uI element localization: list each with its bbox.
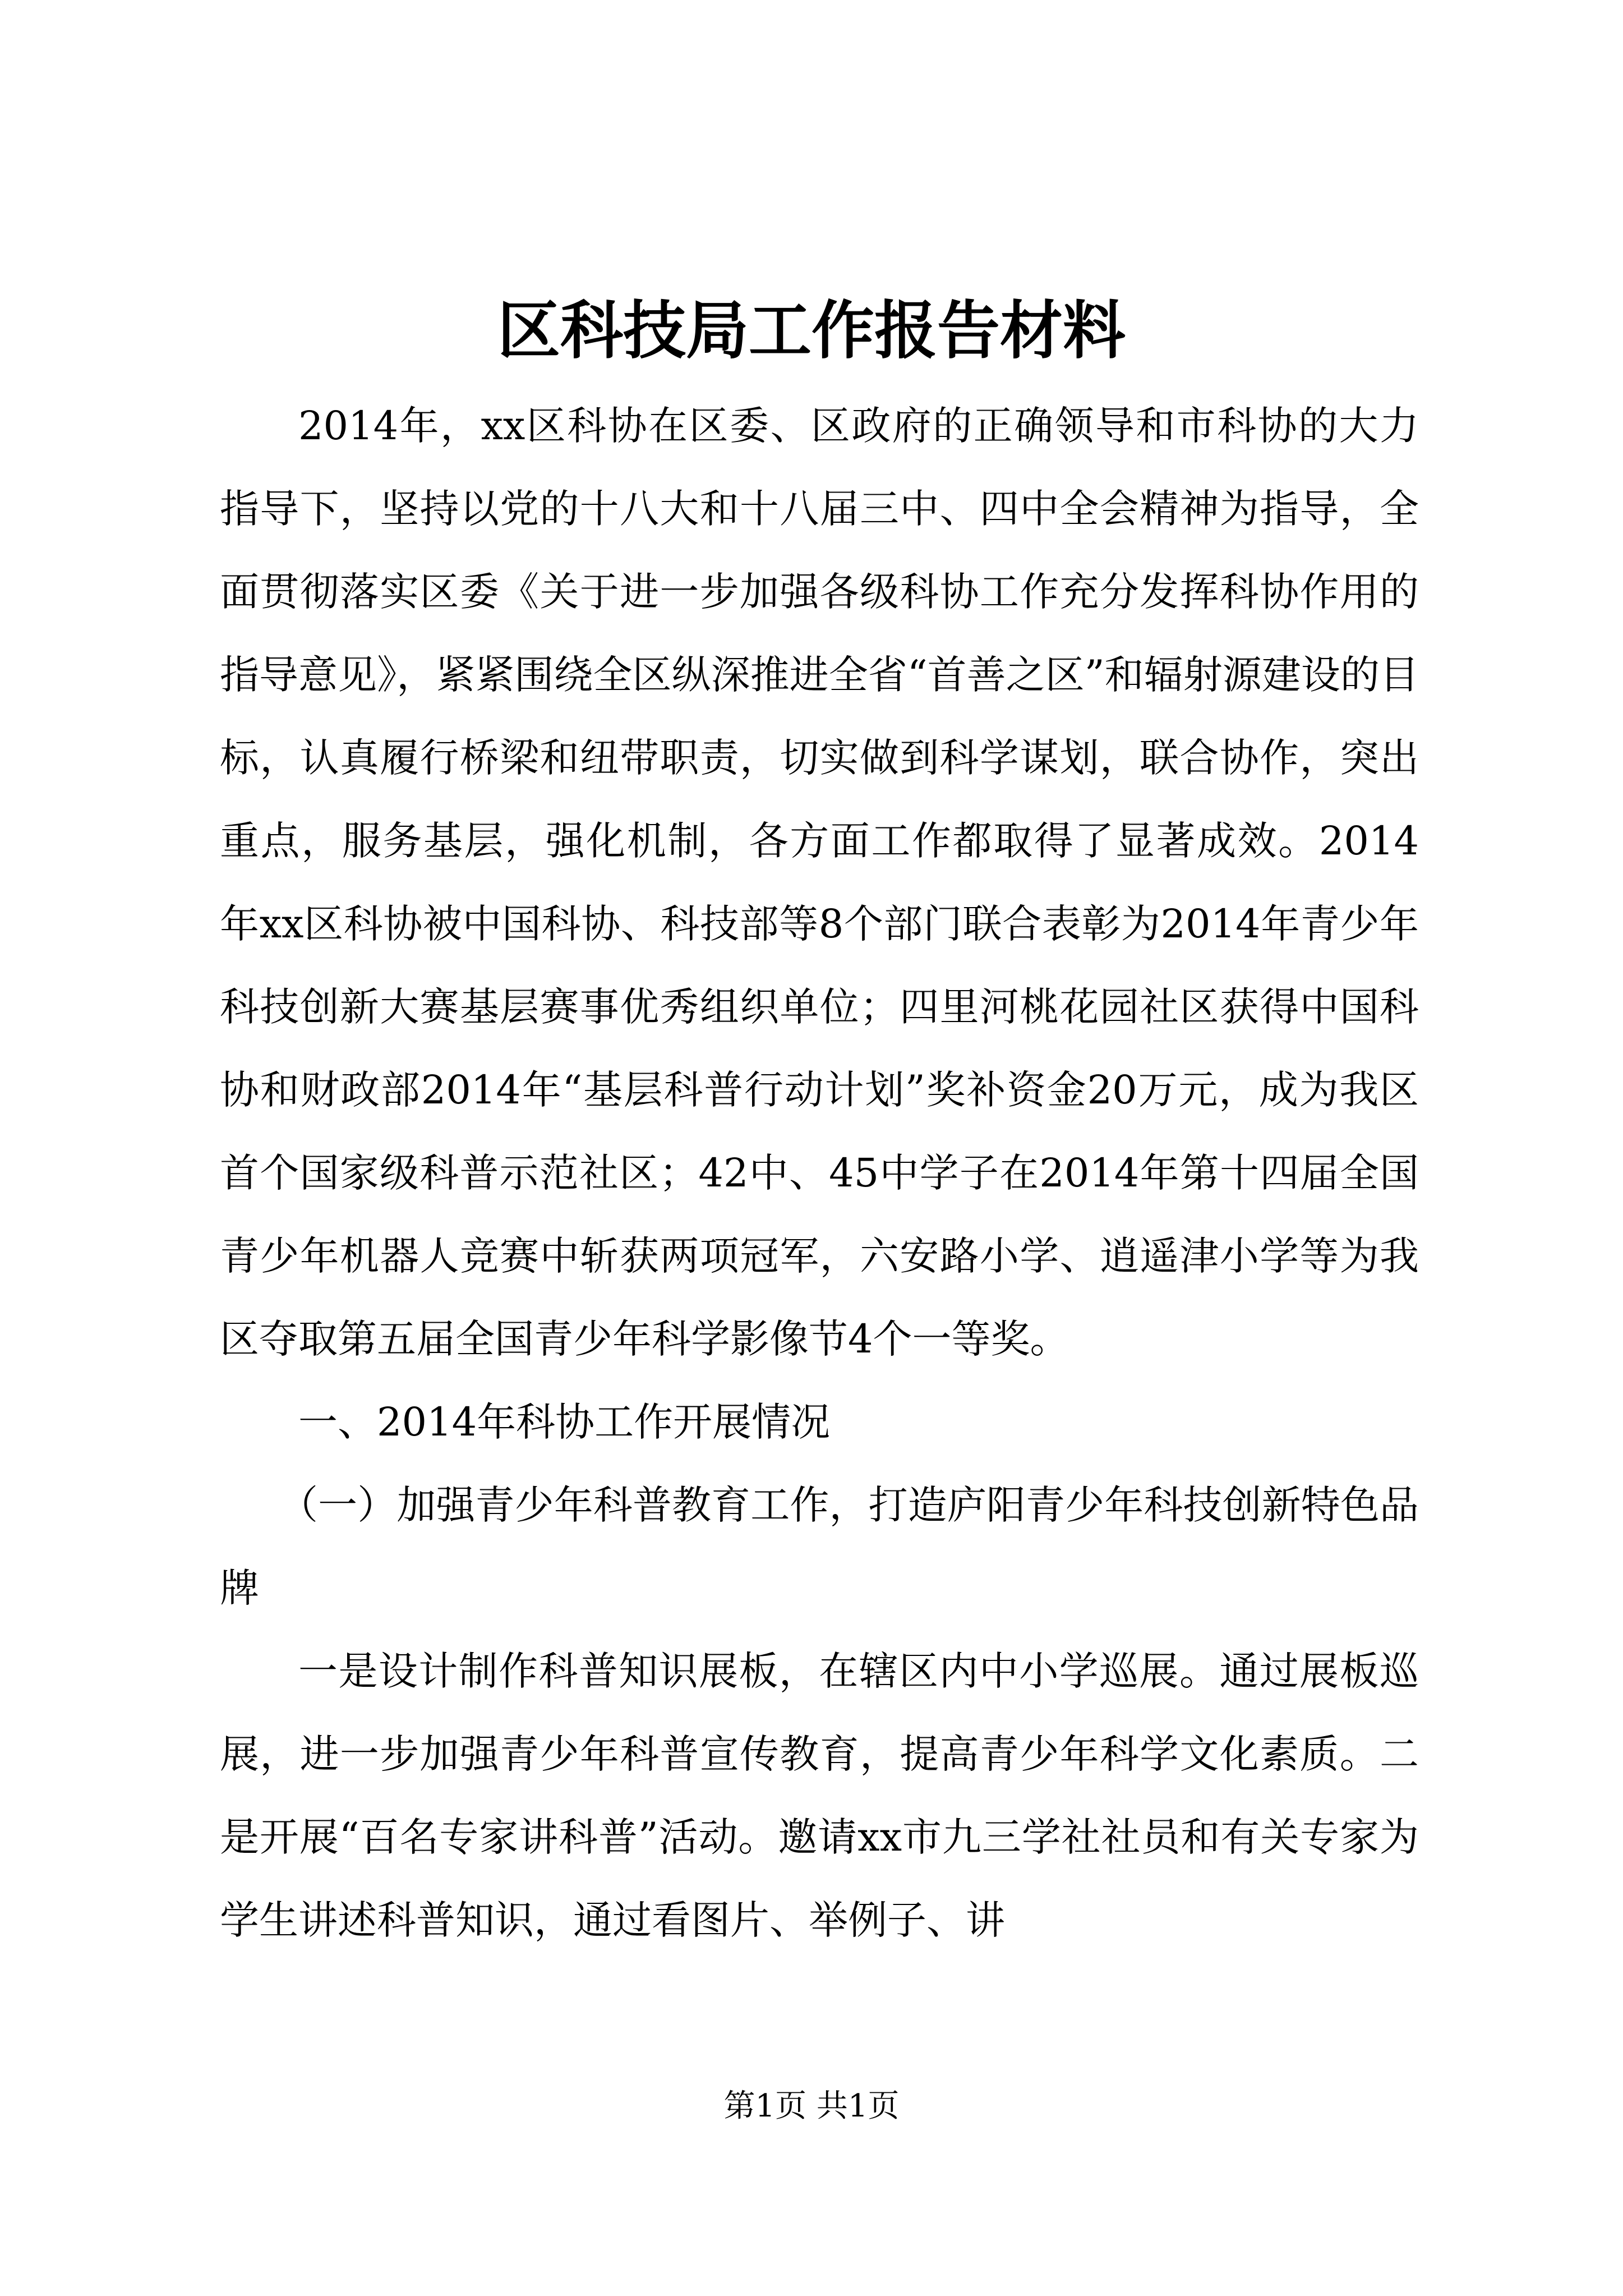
document-body <box>220 384 1419 1962</box>
subsection-heading: （一）加强青少年科普教育工作，打造庐阳青少年科技创新特色品牌 <box>220 1482 1419 1611</box>
intro-paragraph: 2014年，xx区科协在区委、区政府的正确领导和市科协的大力指导下，坚持以党的十八大和十八届三中、四中全会精神为指导，全面贯彻落实区委《关于进一步加强各级科协工作充分发挥科协作用的指导意见》，紧紧围绕全区纵深推进全省“首善之区”和辐射源建设的目标，认真履行桥梁和纽带职责，切实做到科学谋划，联合协作，突出重点，服务基层，强化机制，各方面工作都取得了显著成效。2014年xx区科协被中国科协、科技部等8个部门联合表彰为2014年青少年科技创新大赛基层赛事优秀组织单位；四里河桃花园社区获得中国科协和财政部2014年“基层科普行动计划”奖补资金20万元，成为我区首个国家级科普示范社区；42中、45中学子在2014年第十四届全国青少年机器人竞赛中斩获两项冠军，六安路小学、逍遥津小学等为我区夺取第五届全国青少年科学影像节4个一等奖。 <box>220 403 1419 1362</box>
body-paragraph: 一是设计制作科普知识展板，在辖区内中小学巡展。通过展板巡展，进一步加强青少年科普宣传教育，提高青少年科学文化素质。二是开展“百名专家讲科普”活动。邀请xx市九三学社社员和有关专家为学生讲述科普知识，通过看图片、举例子、讲 <box>220 1648 1419 1943</box>
section-heading: 一、2014年科协工作开展情况 <box>298 1399 831 1445</box>
page-number-footer: 第1页 共1页 <box>723 2088 900 2124</box>
document-title: 区科技局工作报告材料 <box>497 294 1126 367</box>
